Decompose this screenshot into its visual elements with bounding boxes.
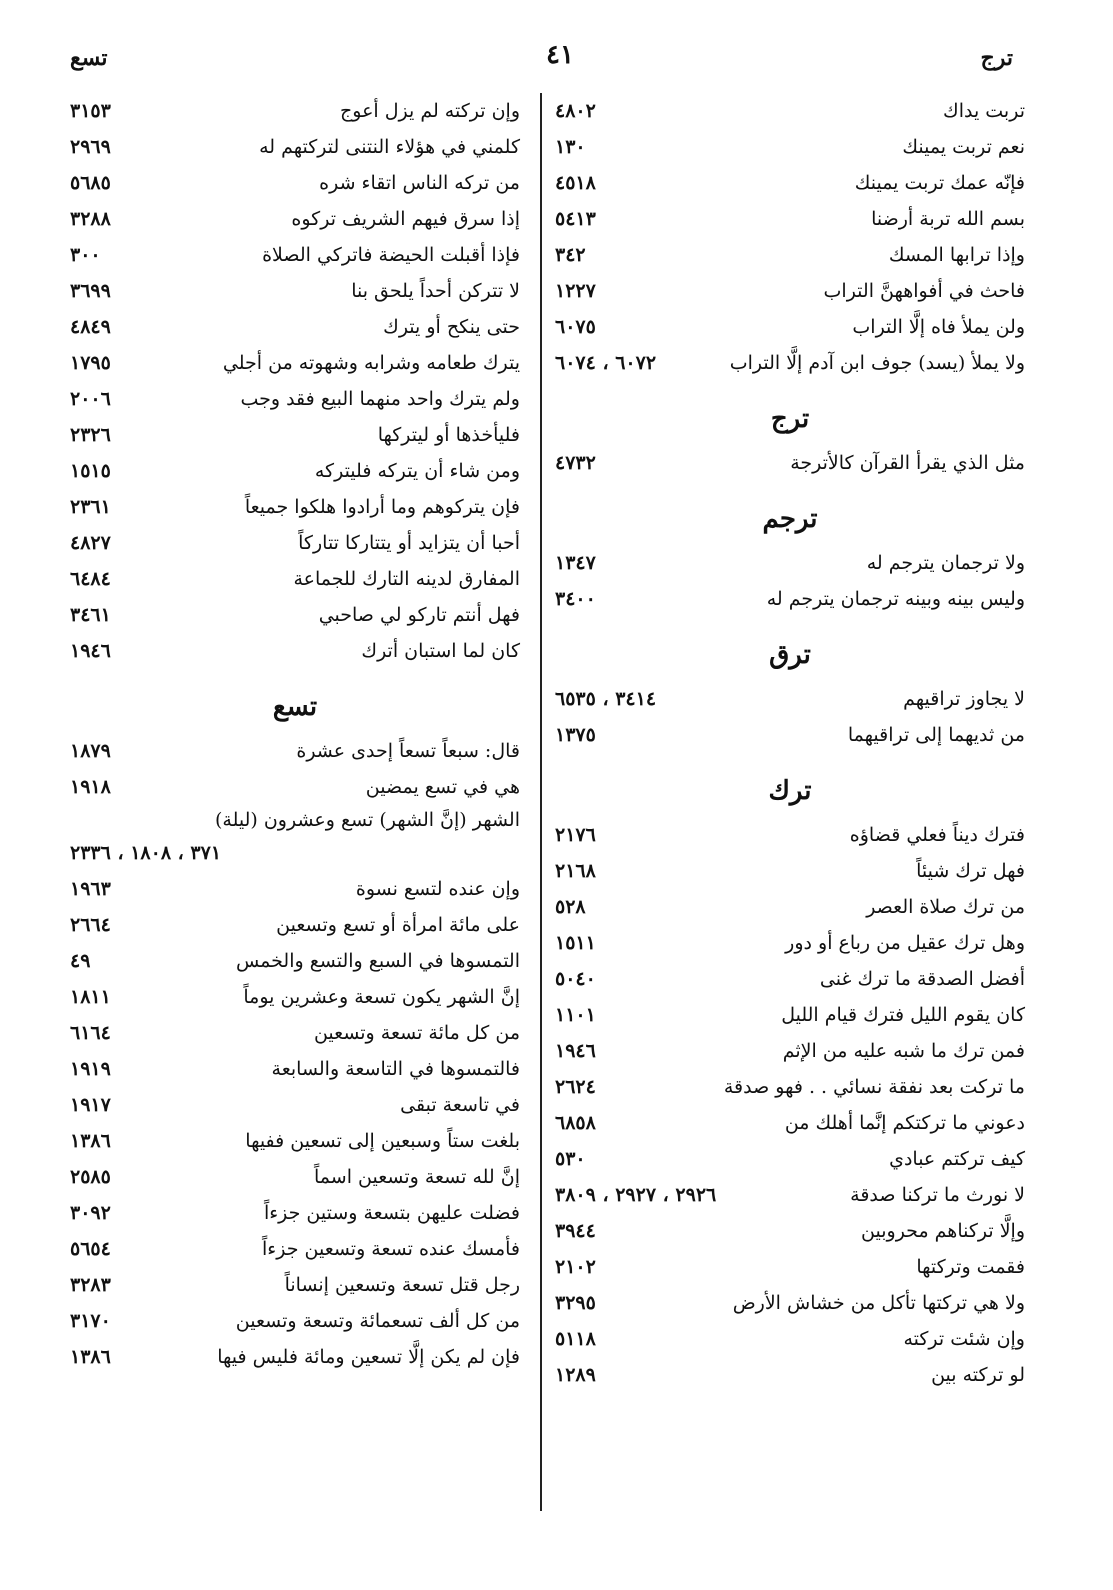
entry-phrase: ولن يملأ فاه إلَّا التراب: [852, 316, 1025, 338]
entry-row: [555, 1033, 1025, 1069]
root-heading: ترجم: [762, 504, 818, 534]
column-divider: [540, 93, 542, 1511]
entry-phrase: فليأخذها أو ليتركها: [377, 424, 520, 446]
entry-row: [555, 273, 1025, 309]
entry-phrase: لو تركته بين: [931, 1364, 1025, 1386]
entry-reference-number: ٢١٦٨: [555, 860, 596, 882]
entry-reference-number: ١٥١١: [555, 932, 596, 954]
page-number: ٤١: [546, 40, 574, 70]
entry-row: [70, 417, 520, 453]
entry-reference-number: ١٩١٧: [70, 1094, 111, 1116]
entry-row: [555, 93, 1025, 129]
entry-row: [70, 943, 520, 979]
entry-row: [70, 129, 520, 165]
entry-row: [70, 1015, 520, 1051]
root-heading: ترق: [769, 640, 811, 670]
entry-reference-number: ١٢٢٧: [555, 280, 596, 302]
entry-row: [555, 237, 1025, 273]
entry-reference-number: ٢٣٢٦: [70, 424, 111, 446]
entry-phrase: التمسوها في السبع والتسع والخمس: [235, 950, 520, 972]
entry-phrase: بلغت ستاً وسبعين إلى تسعين ففيها: [245, 1130, 520, 1152]
entry-row: [555, 201, 1025, 237]
entry-reference-number: ٥٣٠: [555, 1148, 586, 1170]
entry-reference-number: ١٣٤٧: [555, 552, 596, 574]
entry-row: [555, 1069, 1025, 1105]
entry-row: [555, 581, 1025, 617]
entry-phrase: رجل قتل تسعة وتسعين إنساناً: [284, 1274, 520, 1296]
entry-reference-number: ٣٢٨٨: [70, 208, 111, 230]
entry-reference-number: ٣٤١٤ ، ٦٥٣٥: [555, 688, 657, 710]
entry-phrase: فترك ديناً فعلي قضاؤه: [849, 824, 1025, 846]
entry-phrase: فقمت وتركتها: [916, 1256, 1025, 1278]
entry-phrase: من ترك صلاة العصر: [866, 896, 1025, 918]
entry-row: [555, 997, 1025, 1033]
entry-row: [70, 165, 520, 201]
entry-phrase: وليس بينه وبينه ترجمان يترجم له: [766, 588, 1025, 610]
entry-row: [70, 871, 520, 907]
entry-reference-number: ٢١٧٦: [555, 824, 596, 846]
entry-phrase: نعم تربت يمينك: [902, 136, 1025, 158]
entry-row: [70, 733, 520, 769]
entry-row: [555, 1249, 1025, 1285]
entry-row: [555, 681, 1025, 717]
entry-phrase: إنَّ لله تسعة وتسعين اسماً: [314, 1166, 520, 1188]
entry-row: [70, 1087, 520, 1123]
entry-phrase: فمن ترك ما شبه عليه من الإثم: [782, 1040, 1025, 1062]
entry-phrase: فإن لم يكن إلَّا تسعين ومائة فليس فيها: [217, 1346, 520, 1368]
entry-row: [70, 907, 520, 943]
entry-reference-number: ٣١٥٣: [70, 100, 111, 122]
root-heading: ترك: [768, 776, 812, 806]
entry-phrase: وإلَّا تركناهم محروبين: [861, 1220, 1025, 1242]
entry-phrase: في تاسعة تبقى: [400, 1094, 520, 1116]
entry-phrase: دعوني ما تركتكم إنَّما أهلك من: [784, 1112, 1025, 1134]
entry-reference-number: ٣٩٤٤: [555, 1220, 596, 1242]
entry-row: [70, 273, 520, 309]
entry-row: [555, 817, 1025, 853]
entry-phrase: وإذا ترابها المسك: [888, 244, 1025, 266]
entry-phrase: ولا هي تركتها تأكل من خشاش الأرض: [732, 1292, 1025, 1314]
entry-reference-number: ٢٦٦٤: [70, 914, 111, 936]
entry-phrase: أفضل الصدقة ما ترك غنى: [819, 968, 1025, 990]
entry-reference-number: ٥١١٨: [555, 1328, 596, 1350]
entry-row: [70, 381, 520, 417]
entry-reference-number: ٣٤٦١: [70, 604, 111, 626]
entry-row: [70, 93, 520, 129]
entry-row: [70, 309, 520, 345]
entry-phrase: ومن شاء أن يتركه فليتركه: [314, 460, 520, 482]
entry-row: [555, 309, 1025, 345]
entry-reference-number: ١٧٩٥: [70, 352, 111, 374]
entry-reference-number: ٣١٧٠: [70, 1310, 111, 1332]
entry-reference-number: ١٣٧٥: [555, 724, 596, 746]
entry-phrase: بسم الله تربة أرضنا: [871, 208, 1025, 230]
entry-phrase: وإن عنده لتسع نسوة: [355, 878, 520, 900]
entry-reference-number: ٣٤٠٠: [555, 588, 596, 610]
entry-reference-number: ١٩٤٦: [70, 640, 111, 662]
entry-phrase: المفارق لدينه التارك للجماعة: [293, 568, 520, 590]
entry-row: [70, 453, 520, 489]
entry-phrase: تربت يداك: [943, 100, 1025, 122]
entry-reference-number: ٤٨٤٩: [70, 316, 111, 338]
entry-row: [555, 1105, 1025, 1141]
entry-row: [555, 445, 1025, 481]
entry-row: [555, 545, 1025, 581]
entry-phrase: وإن شئت تركته: [903, 1328, 1025, 1350]
entry-row: [70, 345, 520, 381]
entry-reference-number: ١٨١١: [70, 986, 111, 1008]
entry-row: [70, 1051, 520, 1087]
entry-phrase: أحبا أن يتزايد أو يتتاركا تتاركاً: [298, 532, 520, 554]
entry-reference-number: ١٨٧٩: [70, 740, 111, 762]
entry-reference-number: ٣٦٩٩: [70, 280, 111, 302]
entry-row: [70, 1195, 520, 1231]
entry-reference-number: ٣٠٠: [70, 244, 101, 266]
entry-reference-number: ٥٢٨: [555, 896, 586, 918]
entry-reference-number: ١٩٦٣: [70, 878, 111, 900]
entry-phrase: من كل ألف تسعمائة وتسعة وتسعين: [235, 1310, 520, 1332]
entry-phrase: فالتمسوها في التاسعة والسابعة: [271, 1058, 520, 1080]
entry-row: [555, 717, 1025, 753]
entry-phrase: الشهر (إنَّ الشهر) تسع وعشرون (ليلة): [214, 809, 520, 831]
entry-row: [555, 1357, 1025, 1393]
entry-reference-number: ٤٧٣٢: [555, 452, 596, 474]
entry-phrase: هي في تسع يمضين: [365, 776, 520, 798]
root-heading: تسع: [272, 692, 318, 722]
entry-reference-number: ٣٠٩٢: [70, 1202, 111, 1224]
entry-phrase: ولا يملأ (يسد) جوف ابن آدم إلَّا التراب: [729, 352, 1025, 374]
entry-row: [70, 979, 520, 1015]
entry-phrase: فإن يتركوهم وما أرادوا هلكوا جميعاً: [244, 496, 520, 518]
entry-phrase: فأمسك عنده تسعة وتسعين جزءاً: [262, 1238, 520, 1260]
entry-phrase: من كل مائة تسعة وتسعين: [313, 1022, 520, 1044]
entry-reference-number: ٣٢٩٥: [555, 1292, 596, 1314]
entry-reference-number: ١١٠١: [555, 1004, 596, 1026]
header-left-word: تسع: [70, 45, 108, 71]
entry-phrase: على مائة امرأة أو تسع وتسعين: [276, 914, 520, 936]
entry-row: [70, 805, 520, 835]
entry-reference-number: ٢٥٨٥: [70, 1166, 111, 1188]
entry-phrase: ولم يترك واحد منهما البيع فقد وجب: [240, 388, 520, 410]
entry-reference-number: ١٣٨٦: [70, 1130, 111, 1152]
entry-phrase: إذا سرق فيهم الشريف تركوه: [291, 208, 520, 230]
entry-reference-number: ١٩٤٦: [555, 1040, 596, 1062]
root-heading: ترج: [770, 404, 810, 434]
entry-phrase: لا تتركن أحداً يلحق بنا: [351, 280, 520, 302]
entry-reference-number: ٣٤٢: [555, 244, 586, 266]
entry-phrase: إنَّ الشهر يكون تسعة وعشرين يوماً: [243, 986, 520, 1008]
entry-reference-number: ٢٣٦١: [70, 496, 111, 518]
entry-row: [555, 853, 1025, 889]
entry-row: [70, 769, 520, 805]
entry-reference-number: ٦٠٧٢ ، ٦٠٧٤: [555, 352, 657, 374]
entry-reference-number: ٤٨٢٧: [70, 532, 111, 554]
entry-phrase: لا نورث ما تركنا صدقة: [850, 1184, 1025, 1206]
entry-phrase: مثل الذي يقرأ القرآن كالأترجة: [790, 452, 1025, 474]
entry-phrase: فهل ترك شيئاً: [916, 860, 1025, 882]
entry-reference-number: ٥٦٥٤: [70, 1238, 111, 1260]
entry-phrase: فإنّه عمك تربت يمينك: [854, 172, 1025, 194]
header-right-word: ترج: [980, 45, 1013, 71]
entry-row: [70, 489, 520, 525]
entry-row: [70, 1267, 520, 1303]
entry-reference-number: ٤٥١٨: [555, 172, 596, 194]
left-column: [70, 93, 520, 1375]
entry-row: [555, 1213, 1025, 1249]
entry-row: [555, 345, 1025, 381]
entry-phrase: كيف تركتم عبادي: [889, 1148, 1025, 1170]
entry-row: [70, 1159, 520, 1195]
entry-reference-number: ٦١٦٤: [70, 1022, 111, 1044]
entry-reference-number: ٣٧١ ، ١٨٠٨ ، ٢٣٣٦: [70, 842, 222, 864]
entry-row: [70, 525, 520, 561]
entry-row: [70, 1339, 520, 1375]
entry-phrase: من ثديهما إلى تراقيهما: [847, 724, 1025, 746]
entry-reference-number: ١٣٨٦: [70, 1346, 111, 1368]
entry-reference-number: ٥٠٤٠: [555, 968, 596, 990]
entry-phrase: كان لما استبان أترك: [361, 640, 520, 662]
entry-row: [555, 1141, 1025, 1177]
entry-reference-number: ٣٢٨٣: [70, 1274, 111, 1296]
entry-row: [70, 237, 520, 273]
entry-row: [70, 633, 520, 669]
entry-row: [555, 925, 1025, 961]
entry-reference-number: ٤٨٠٢: [555, 100, 596, 122]
entry-phrase: كلمني في هؤلاء النتنى لتركتهم له: [259, 136, 520, 158]
entry-reference-number: ٢١٠٢: [555, 1256, 596, 1278]
entry-reference-number: ٦٠٧٥: [555, 316, 596, 338]
entry-row: [70, 1231, 520, 1267]
entry-phrase: قال: سبعاً تسعاً إحدى عشرة: [296, 740, 520, 762]
entry-phrase: ولا ترجمان يترجم له: [866, 552, 1025, 574]
entry-row: [555, 1285, 1025, 1321]
entry-reference-number: ٥٤١٣: [555, 208, 596, 230]
entry-row: [70, 561, 520, 597]
entry-phrase: حتى ينكح أو يترك: [383, 316, 520, 338]
entry-reference-number: ١٢٨٩: [555, 1364, 596, 1386]
entry-reference-number: ٦٤٨٤: [70, 568, 111, 590]
entry-reference-number: ٢٩٦٩: [70, 136, 111, 158]
entry-reference-number: ١٩١٩: [70, 1058, 111, 1080]
entry-reference-number: ٢٩٢٦ ، ٢٩٢٧ ، ٣٨٠٩: [555, 1184, 717, 1206]
entry-row: [555, 1321, 1025, 1357]
entry-phrase: وهل ترك عقيل من رباع أو دور: [785, 932, 1025, 954]
entry-phrase: فإذا أقبلت الحيضة فاتركي الصلاة: [262, 244, 520, 266]
entry-phrase: فضلت عليهن بتسعة وستين جزءاً: [263, 1202, 520, 1224]
entry-reference-number: ١٣٠: [555, 136, 586, 158]
entry-row: [70, 597, 520, 633]
entry-phrase: ما تركت بعد نفقة نسائي . . فهو صدقة: [723, 1076, 1025, 1098]
entry-phrase: من تركه الناس اتقاء شره: [319, 172, 520, 194]
entry-row: [70, 201, 520, 237]
entry-row: [555, 129, 1025, 165]
entry-phrase: وإن تركته لم يزل أعوج: [339, 100, 520, 122]
entry-reference-number: ١٩١٨: [70, 776, 111, 798]
entry-row: [555, 165, 1025, 201]
entry-phrase: يترك طعامه وشرابه وشهوته من أجلي: [222, 352, 520, 374]
entry-phrase: فاحث في أفواههنَّ التراب: [823, 280, 1025, 302]
entry-row: [70, 835, 520, 871]
entry-row: [70, 1303, 520, 1339]
entry-reference-number: ٢٠٠٦: [70, 388, 111, 410]
entry-phrase: لا يجاوز تراقيهم: [903, 688, 1025, 710]
entry-reference-number: ١٥١٥: [70, 460, 111, 482]
entry-reference-number: ٤٩: [70, 950, 91, 972]
entry-row: [70, 1123, 520, 1159]
right-column: [555, 93, 1025, 1393]
entry-row: [555, 1177, 1025, 1213]
entry-reference-number: ٦٨٥٨: [555, 1112, 596, 1134]
entry-reference-number: ٢٦٢٤: [555, 1076, 596, 1098]
entry-phrase: كان يقوم الليل فترك قيام الليل: [781, 1004, 1025, 1026]
entry-row: [555, 961, 1025, 997]
entry-row: [555, 889, 1025, 925]
entry-phrase: فهل أنتم تاركو لي صاحبي: [318, 604, 520, 626]
entry-reference-number: ٥٦٨٥: [70, 172, 111, 194]
